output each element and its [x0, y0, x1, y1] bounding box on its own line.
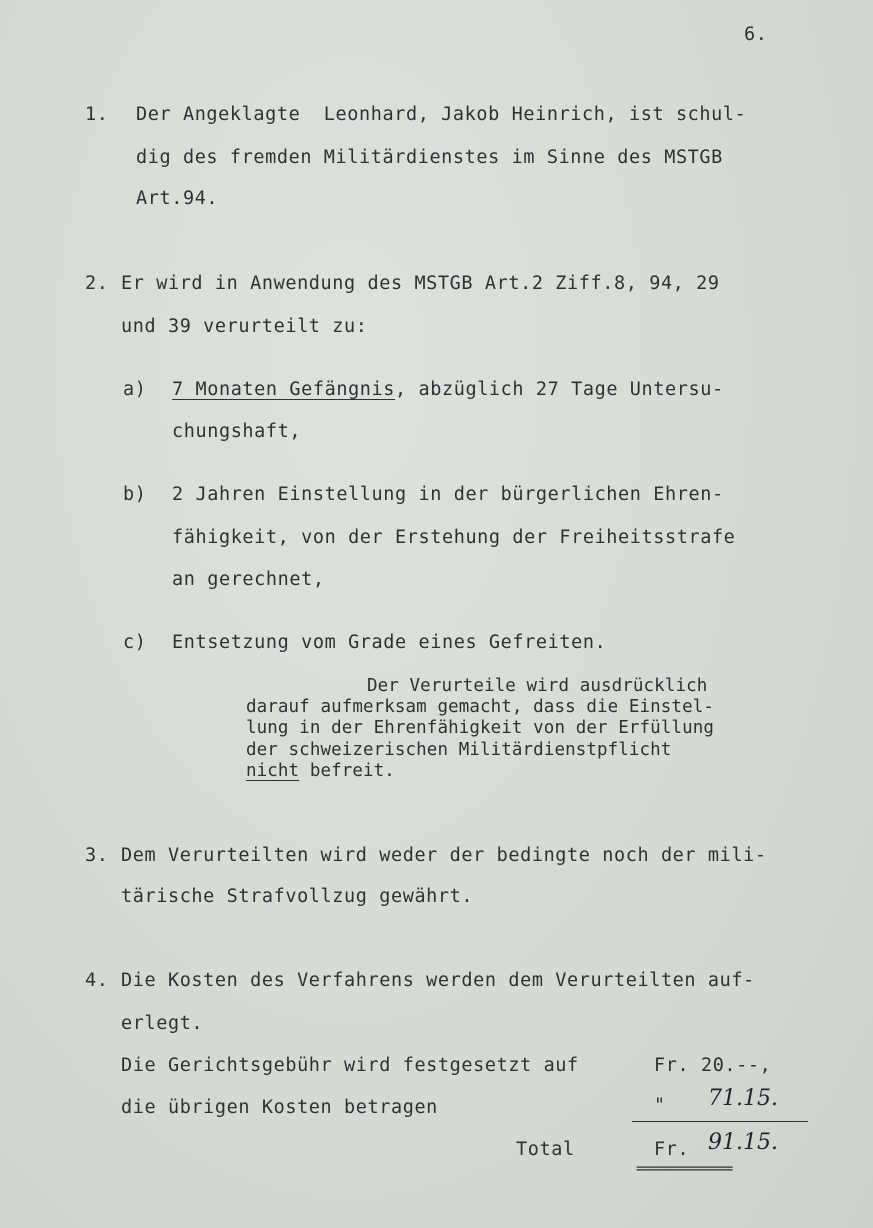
item-3-line-1: Dem Verurteilten wird weder der bedingte noch der mili-: [121, 845, 767, 866]
item-2b-line-3: an gerechnet,: [172, 569, 325, 590]
item-2-line-2: und 39 verurteilt zu:: [121, 316, 368, 337]
total-label: Total: [516, 1139, 575, 1160]
item-2-line-1: Er wird in Anwendung des MSTGB Art.2 Ziff.8, 94, 29: [121, 273, 720, 294]
note-line-4: der schweizerischen Militärdienstpflicht: [246, 740, 672, 760]
other-costs-ditto: ": [654, 1095, 666, 1116]
note-line-3: lung in der Ehrenfähigkeit von der Erfüllung: [246, 718, 714, 738]
court-fee-label: Die Gerichtsgebühr wird festgesetzt auf: [121, 1055, 579, 1076]
item-1-line-2: dig des fremden Militärdienstes im Sinne des MSTGB: [136, 147, 723, 168]
total-currency: Fr.: [654, 1139, 690, 1160]
item-4-line-2: erlegt.: [121, 1013, 204, 1034]
item-3-number: 3.: [85, 845, 109, 866]
item-1-line-1: Der Angeklagte Leonhard, Jakob Heinrich, ist schul-: [136, 104, 747, 125]
note-line-2: darauf aufmerksam gemacht, dass die Einstel-: [246, 697, 714, 717]
item-2c-line: Entsetzung vom Grade eines Gefreiten.: [172, 632, 607, 653]
total-double-rule: ==============: [636, 1161, 732, 1177]
item-2a-label: a): [123, 379, 147, 400]
other-costs-handwritten: 71.15.: [708, 1086, 778, 1111]
note-last-rest: befreit.: [299, 761, 395, 781]
item-1-line-3: Art.94.: [136, 188, 219, 209]
item-2b-line-1: 2 Jahren Einstellung in der bürgerlichen Ehren-: [172, 484, 724, 505]
other-costs-label: die übrigen Kosten betragen: [121, 1097, 438, 1118]
note-underlined-word: nicht: [246, 761, 300, 781]
total-handwritten: 91.15.: [708, 1130, 778, 1155]
item-3-line-2: tärische Strafvollzug gewährt.: [121, 886, 474, 907]
item-2-number: 2.: [85, 273, 109, 294]
item-2a-underlined: 7 Monaten Gefängnis: [172, 379, 396, 400]
court-fee-amount: Fr. 20.--,: [654, 1055, 772, 1076]
subtotal-rule: [632, 1121, 808, 1122]
note-line-1: Der Verurteile wird ausdrücklich: [367, 676, 708, 696]
item-2a-line-2: chungshaft,: [172, 421, 302, 442]
item-2c-label: c): [123, 632, 147, 653]
item-1-number: 1.: [85, 104, 109, 125]
item-2a-rest: , abzüglich 27 Tage Untersu-: [395, 379, 724, 400]
note-line-5: [246, 761, 395, 782]
item-4-number: 4.: [85, 970, 109, 991]
item-2b-line-2: fähigkeit, von der Erstehung der Freiheitsstrafe: [172, 527, 736, 548]
item-2a-line-1: [172, 379, 724, 401]
page-number: 6.: [744, 24, 768, 45]
item-4-line-1: Die Kosten des Verfahrens werden dem Verurteilten auf-: [121, 970, 755, 991]
item-2b-label: b): [123, 484, 147, 505]
